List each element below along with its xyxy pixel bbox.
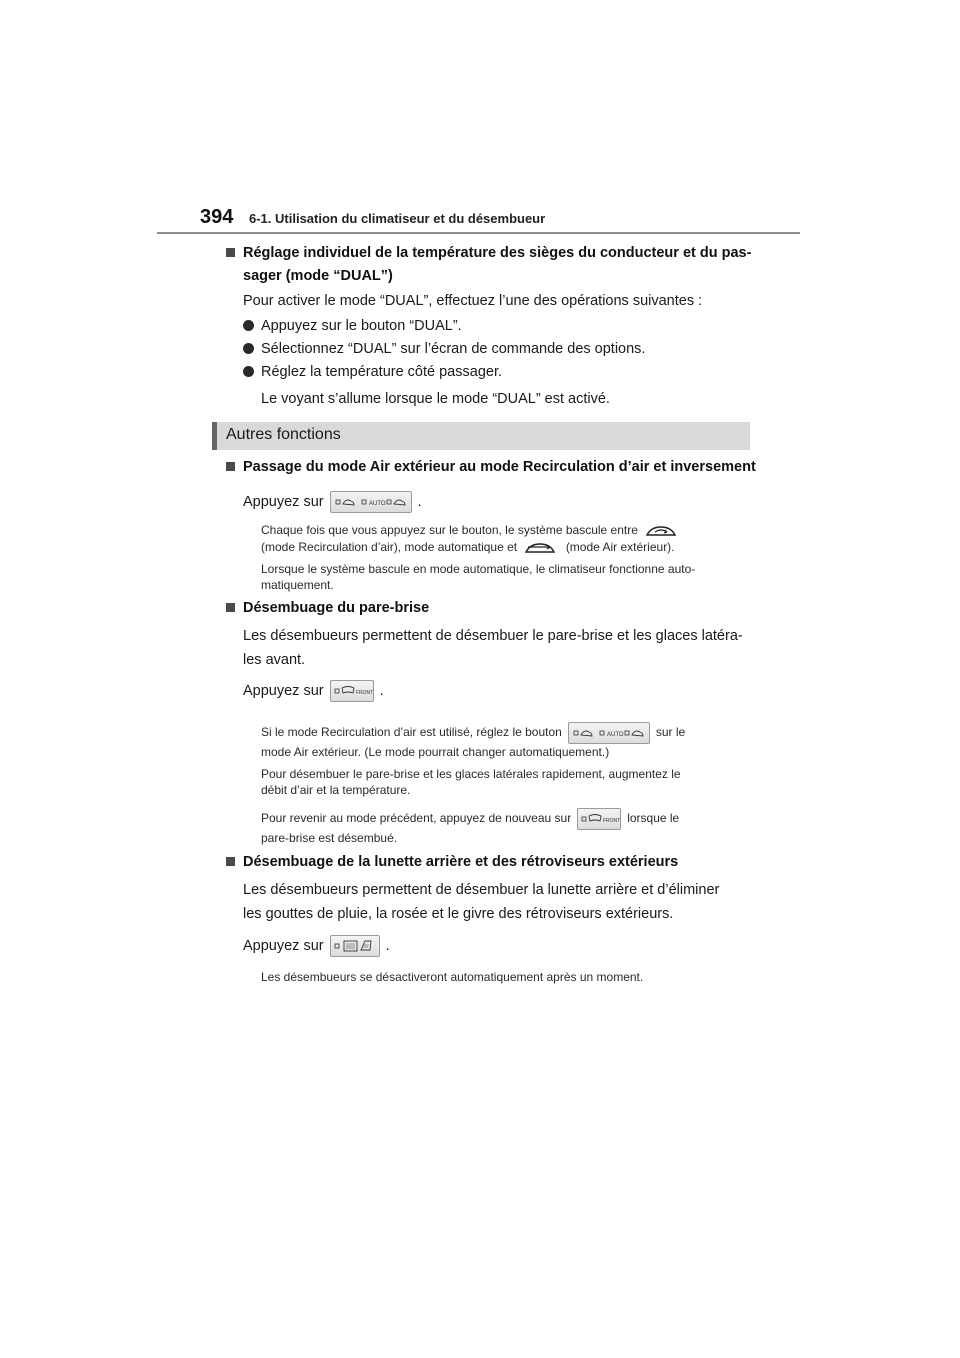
- front-defogger-button-icon: [331, 681, 373, 701]
- front-defogger-button[interactable]: [330, 680, 374, 702]
- dual-bullet-3: Réglez la température côté passager.: [243, 361, 502, 383]
- air-intake-button[interactable]: [330, 491, 412, 513]
- rear-note: Les désembueurs se désactiveront automatiquement après un moment.: [261, 970, 644, 984]
- windshield-body: Les désembueurs permettent de désembuer le pare-brise et les glaces latéra- les avant.: [243, 628, 743, 668]
- dual-heading: [226, 242, 756, 288]
- round-bullet-icon: [243, 366, 254, 377]
- recirc-press: Appuyez sur AUTO .: [243, 490, 746, 514]
- dual-bullet-1: Appuyez sur le bouton “DUAL”.: [243, 315, 462, 337]
- dual-intro: Pour activer le mode “DUAL”, effectuez l’une des opérations suivantes :: [243, 293, 703, 309]
- recirc-note-2: Lorsque le système bascule en mode automatique, le climatiseur fonctionne auto- matiquement.: [261, 562, 696, 592]
- windshield-heading: Désembuage du pare-brise: [226, 597, 756, 620]
- section-title: Autres fonctions: [226, 426, 341, 443]
- front-defogger-button[interactable]: [577, 808, 621, 830]
- recirc-heading: Passage du mode Air extérieur au mode Recirculation d’air et inversement: [226, 456, 756, 479]
- recirculation-car-icon: [645, 523, 679, 539]
- svg-text:AUTO: AUTO: [606, 732, 624, 738]
- header-rule: [157, 232, 800, 234]
- rear-body: Les désembueurs permettent de désembuer la lunette arrière et d’éliminer les gouttes de pluie, la rosée et le givre des rétroviseurs extérieurs.: [243, 882, 720, 922]
- dual-heading-line2: sager (mode “DUAL”): [243, 268, 393, 284]
- svg-text:FRONT: FRONT: [603, 818, 621, 824]
- recirc-note-1: Chaque fois que vous appuyez sur le bouton, le système bascule entre (mode Recirculation d’air), mode automatique et (mode Air extérieur).: [261, 522, 746, 556]
- svg-text:AUTO: AUTO: [368, 501, 386, 508]
- square-bullet-icon: [226, 248, 235, 257]
- svg-text:FRONT: FRONT: [355, 690, 373, 697]
- windshield-note-1: Si le mode Recirculation d’air est utilisé, réglez le bouton AUTO sur le mode Air extérieur. (Le mode pourrait changer automatiquement.): [261, 722, 746, 760]
- air-intake-button-icon: [569, 723, 649, 743]
- chapter-title: 6-1. Utilisation du climatiseur et du désembueur: [249, 211, 546, 226]
- square-bullet-icon: [226, 603, 235, 612]
- front-defogger-button-icon: [578, 809, 620, 829]
- air-intake-button-icon: [331, 492, 411, 512]
- section-band-marker: [212, 422, 217, 450]
- round-bullet-icon: [243, 320, 254, 331]
- rear-defogger-button[interactable]: [330, 935, 380, 957]
- page-header: [200, 206, 800, 234]
- windshield-press: Appuyez sur FRONT .: [243, 679, 746, 703]
- square-bullet-icon: [226, 857, 235, 866]
- page-number: 394: [200, 206, 234, 228]
- rear-heading: Désembuage de la lunette arrière et des rétroviseurs extérieurs: [226, 851, 756, 874]
- windshield-note-2: Pour désembuer le pare-brise et les glaces latérales rapidement, augmentez le débit d’air et la température.: [261, 767, 681, 797]
- dual-heading-line1: Réglage individuel de la température des sièges du conducteur et du pas-: [243, 245, 752, 261]
- dual-after: Le voyant s’allume lorsque le mode “DUAL” est activé.: [261, 391, 610, 407]
- round-bullet-icon: [243, 343, 254, 354]
- dual-bullet-2: Sélectionnez “DUAL” sur l’écran de commande des options.: [243, 338, 645, 360]
- square-bullet-icon: [226, 462, 235, 471]
- section-band: [212, 422, 750, 450]
- outside-air-car-icon: [524, 540, 558, 556]
- rear-press: Appuyez sur .: [243, 934, 746, 958]
- air-intake-button[interactable]: [568, 722, 650, 744]
- rear-defogger-button-icon: [331, 936, 379, 956]
- windshield-note-3: Pour revenir au mode précédent, appuyez de nouveau sur FRONT lorsque le pare-brise est désembué.: [261, 808, 746, 846]
